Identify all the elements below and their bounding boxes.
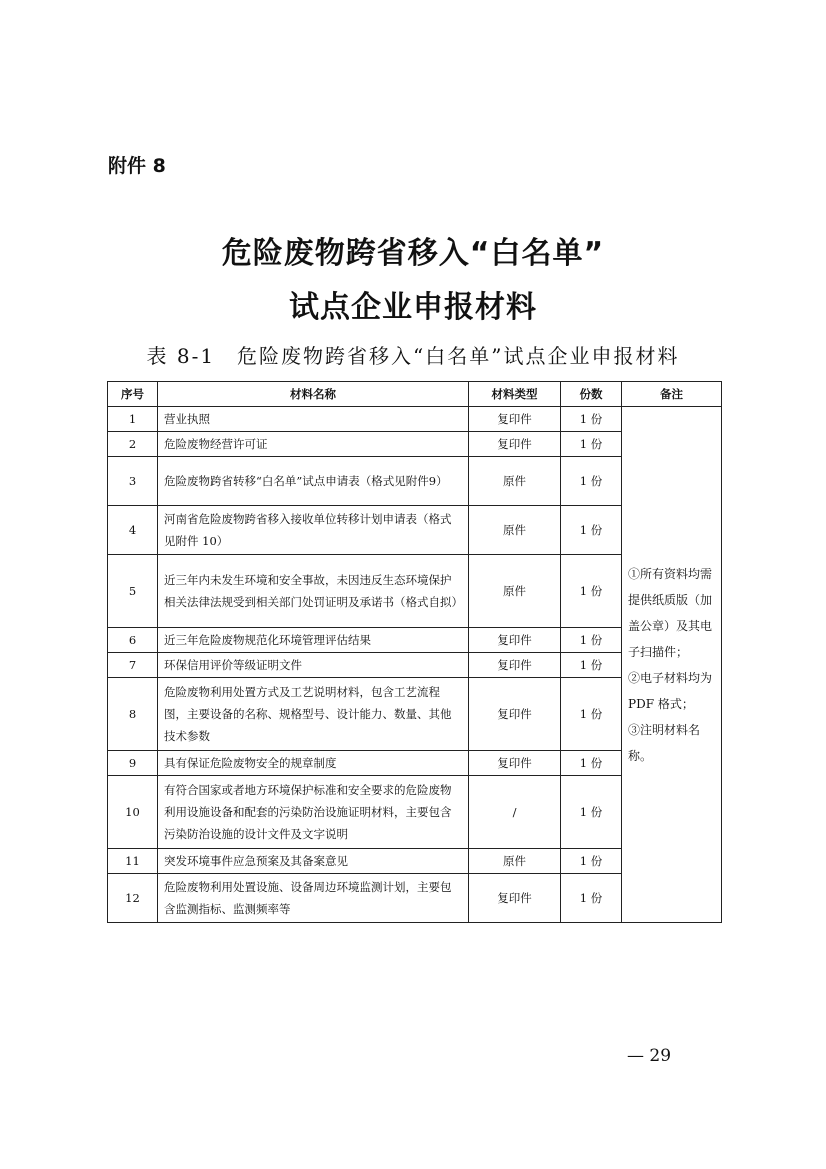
cell-no: 2 [108,432,158,457]
cell-name: 危险废物经营许可证 [158,432,469,457]
page-title-line-1: 危险废物跨省移入“白名单” [221,236,605,271]
cell-no: 11 [108,849,158,874]
page-number: — 29 [627,1046,672,1066]
header-name: 材料名称 [158,382,469,407]
cell-no: 4 [108,506,158,555]
materials-table [107,381,722,923]
cell-count: 1 份 [561,628,622,653]
cell-count: 1 份 [561,776,622,849]
cell-count: 1 份 [561,678,622,751]
cell-type: 原件 [469,555,561,628]
cell-type: 复印件 [469,874,561,923]
table-caption: 表 8-1 危险废物跨省移入“白名单”试点企业申报材料 [146,344,680,368]
cell-count: 1 份 [561,555,622,628]
cell-count: 1 份 [561,874,622,923]
cell-type: 复印件 [469,678,561,751]
cell-type: 复印件 [469,628,561,653]
cell-name: 具有保证危险废物安全的规章制度 [158,751,469,776]
cell-type: / [469,776,561,849]
cell-type: 原件 [469,849,561,874]
cell-count: 1 份 [561,849,622,874]
cell-no: 8 [108,678,158,751]
cell-no: 10 [108,776,158,849]
cell-type: 复印件 [469,751,561,776]
cell-name: 危险废物利用处置方式及工艺说明材料，包含工艺流程图，主要设备的名称、规格型号、设计能力、数量、其他技术参数 [158,678,469,751]
cell-no: 9 [108,751,158,776]
cell-count: 1 份 [561,653,622,678]
cell-type: 复印件 [469,432,561,457]
cell-type: 复印件 [469,653,561,678]
cell-name: 有符合国家或者地方环境保护标准和安全要求的危险废物利用设施设备和配套的污染防治设施证明材料，主要包含污染防治设施的设计文件及文字说明 [158,776,469,849]
header-count: 份数 [561,382,622,407]
cell-count: 1 份 [561,432,622,457]
cell-type: 复印件 [469,407,561,432]
cell-name: 危险废物利用处置设施、设备周边环境监测计划，主要包含监测指标、监测频率等 [158,874,469,923]
cell-name: 近三年内未发生环境和安全事故，未因违反生态环境保护相关法律法规受到相关部门处罚证明及承诺书（格式自拟） [158,555,469,628]
cell-name: 营业执照 [158,407,469,432]
cell-count: 1 份 [561,506,622,555]
header-remark: 备注 [622,382,722,407]
cell-name: 近三年危险废物规范化环境管理评估结果 [158,628,469,653]
cell-name: 环保信用评价等级证明文件 [158,653,469,678]
cell-no: 12 [108,874,158,923]
cell-name: 突发环境事件应急预案及其备案意见 [158,849,469,874]
table-row [108,407,722,432]
cell-count: 1 份 [561,751,622,776]
remark-cell [622,407,722,923]
cell-no: 7 [108,653,158,678]
remark-line: ①所有资料均需提供纸质版（加盖公章）及其电子扫描件； [628,566,713,659]
cell-no: 1 [108,407,158,432]
page-title-line-2: 试点企业申报材料 [289,290,537,325]
cell-type: 原件 [469,506,561,555]
cell-count: 1 份 [561,457,622,506]
cell-type: 原件 [469,457,561,506]
remark-line: ③注明材料名称。 [628,722,701,763]
remark-line: ②电子材料均为PDF 格式； [628,670,713,711]
header-no: 序号 [108,382,158,407]
attachment-label: 附件 8 [108,155,166,177]
header-type: 材料类型 [469,382,561,407]
cell-name: 河南省危险废物跨省移入接收单位转移计划申请表（格式见附件 10） [158,506,469,555]
cell-name: 危险废物跨省转移“白名单”试点申请表（格式见附件9） [158,457,469,506]
cell-no: 6 [108,628,158,653]
cell-no: 5 [108,555,158,628]
cell-no: 3 [108,457,158,506]
table-header-row [108,382,722,407]
cell-count: 1 份 [561,407,622,432]
